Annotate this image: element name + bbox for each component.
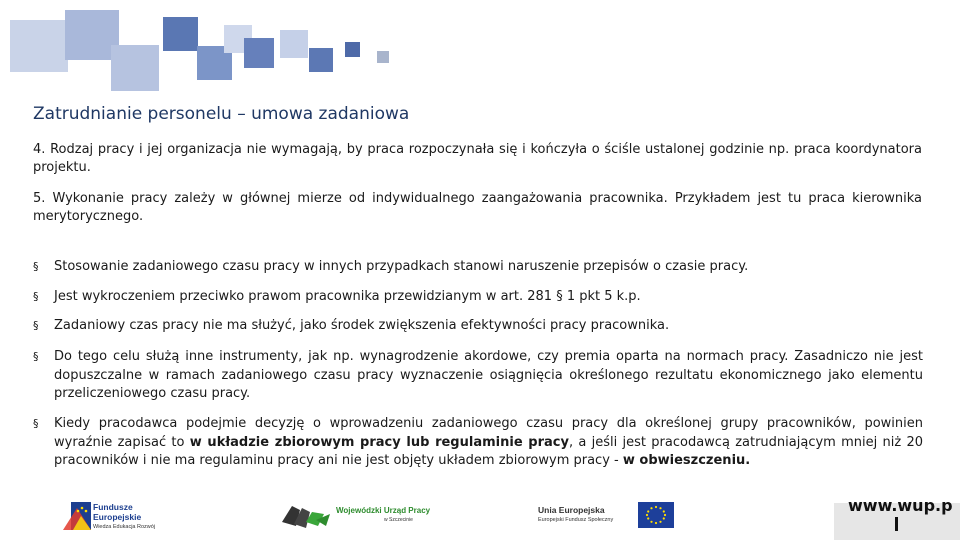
eu-flag-icon: [638, 502, 674, 528]
bullet-marker: §: [33, 260, 39, 273]
paragraph-5: 5. Wykonanie pracy zależy w głównej mierze od indywidualnego zaangażowania pracownika. Przykładem jest tu praca kierownika merytorycznego.: [33, 191, 922, 224]
bullet-marker: §: [33, 350, 39, 363]
bold-text: w obwieszczeniu.: [622, 453, 751, 468]
website-url-tail: [895, 517, 898, 531]
wup-logo-icon: [280, 500, 332, 530]
bullet-marker: §: [33, 417, 39, 430]
bold-text: w układzie zbiorowym pracy lub regulaminie pracy: [189, 434, 569, 450]
website-url[interactable]: www.wup.p: [848, 496, 953, 515]
bullet-marker: §: [33, 319, 39, 332]
wup-szczecin-logo: Wojewódzki Urząd Pracy w Szczecinie: [280, 498, 430, 534]
slide-title: Zatrudnianie personelu – umowa zadaniowa: [33, 104, 410, 124]
bullet-marker: §: [33, 290, 39, 303]
unia-europejska-logo: Unia Europejska Europejski Fundusz Społeczny: [538, 502, 678, 532]
list-item: § Stosowanie zadaniowego czasu pracy w innych przypadkach stanowi naruszenie przepisów o czasie pracy.: [33, 258, 923, 277]
paragraph-4: 4. Rodzaj pracy i jej organizacja nie wymagają, by praca rozpoczynała się i kończyła o ściśle ustalonej godzinie np. praca koordynatora projektu.: [33, 142, 922, 175]
list-item: § Kiedy pracodawca podejmie decyzję o wprowadzeniu zadaniowego czasu pracy dla określonej grupy pracowników, powinien wyraźnie zapisać to w układzie zbiorowym pracy lub regulaminie pracy, a jeśli jest pracodawcą zatrudniającym mniej niż 20 pracowników i nie ma regulaminu pracy ani nie jest objęty układem zbiorowym pracy - w obwieszczeniu.: [33, 416, 923, 468]
fundusze-europejskie-logo: Fundusze Europejskie Wiedza Edukacja Rozwój: [63, 500, 173, 534]
list-item: § Zadaniowy czas pracy nie ma służyć, jako środek zwiększenia efektywności pracy pracownika.: [33, 317, 923, 336]
fe-logo-icon: [63, 500, 91, 532]
list-item: § Do tego celu służą inne instrumenty, jak np. wynagrodzenie akordowe, czy premia oparta na normach pracy. Zasadniczo nie jest dopuszczalne w ramach zadaniowego czasu pracy wyznaczenie osiągnięcia określonego rezultatu ekonomicznego jako elementu przeliczeniowego czasu pracy.: [33, 349, 923, 401]
list-item: § Jest wykroczeniem przeciwko prawom pracownika przewidzianym w art. 281 § 1 pkt 5 k.p.: [33, 288, 923, 307]
